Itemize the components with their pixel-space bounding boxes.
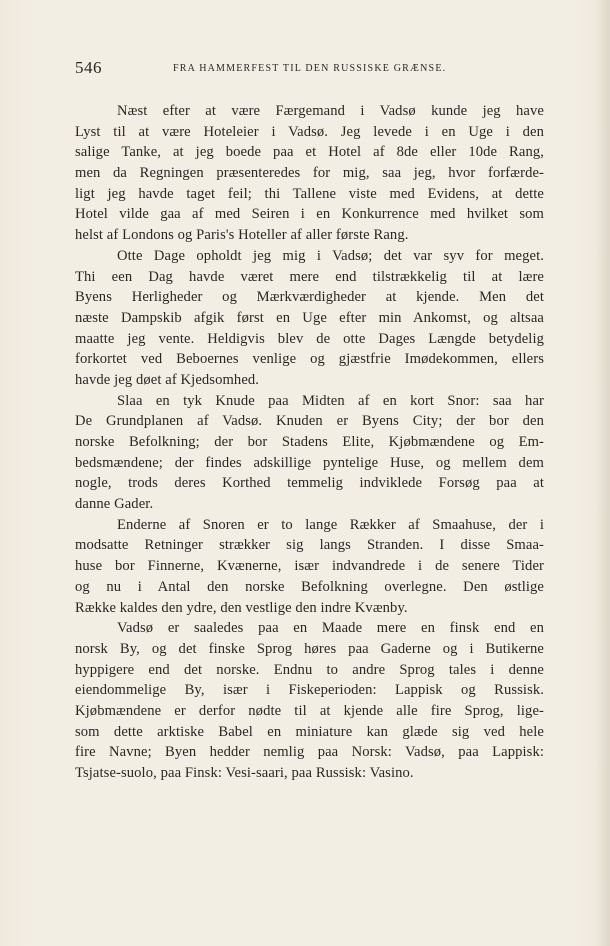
text-line: som dette arktiske Babel en miniature kan glæde sig ved hele xyxy=(75,723,544,740)
text-line: forkortet ved Beboernes venlige og gjæstfrie Imødekommen, ellers xyxy=(75,351,544,368)
text-line: Hotel vilde gaa af med Seiren i en Konkurrence med hvilket som xyxy=(75,206,544,223)
text-line: Enderne af Snoren er to lange Rækker af Smaahuse, der i xyxy=(117,516,544,533)
text-line: Kjøbmændene er derfor nødte til at kjende alle fire Sprog, lige- xyxy=(75,702,544,719)
text-line: bedsmændene; der findes adskillige pyntelige Huse, og mellem dem xyxy=(75,454,544,471)
text-line: norske Befolkning; der bor Stadens Elite, Kjøbmændene og Em- xyxy=(75,434,544,450)
text-line: Byens Herligheder og Mærkværdigheder at kjende. Men det xyxy=(75,289,544,306)
text-line: Thi een Dag havde været mere end tilstrækkelig til at lære xyxy=(75,268,544,285)
text-line: eiendommelige By, især i Fiskeperioden: Lappisk og Russisk. xyxy=(75,682,544,699)
text-line: havde jeg døet af Kjedsomhed. xyxy=(75,371,260,388)
text-line: Næst efter at være Færgemand i Vadsø kunde jeg have xyxy=(117,103,544,119)
text-line: og nu i Antal den norske Befolkning overlegne. Den østlige xyxy=(75,578,544,595)
text-line: ligt jeg havde taget feil; thi Tallene viste med Evidens, at dette xyxy=(75,185,544,202)
page-header xyxy=(75,60,545,80)
text-line: Slaa en tyk Knude paa Midten af en kort Snor: saa har xyxy=(117,392,544,409)
text-line: hyppigere end det norske. Endnu to andre Sprog tales i denne xyxy=(75,661,544,678)
page-number: 546 xyxy=(75,58,102,77)
text-line: helst af Londons og Paris's Hoteller af aller første Rang. xyxy=(75,227,409,244)
page-edge-shadow xyxy=(596,0,610,946)
text-line: men da Regningen præsenteredes for mig, saa jeg, hvor forfærde- xyxy=(75,165,544,182)
text-line: huse bor Finnerne, Kvænerne, især indvandrede i de senere Tider xyxy=(75,558,544,575)
text-line: Lyst til at være Hoteleier i Vadsø. Jeg levede i en Uge i den xyxy=(75,123,544,140)
text-line: norsk By, og det finske Sprog høres paa Gaderne og i Butikerne xyxy=(75,640,544,657)
text-line: De Grundplanen af Vadsø. Knuden er Byens City; der bor den xyxy=(75,413,544,430)
running-title: FRA HAMMERFEST TIL DEN RUSSISKE GRÆNSE. xyxy=(173,63,447,74)
text-line: Tsjatse-suolo, paa Finsk: Vesi-saari, paa Russisk: Vasino. xyxy=(75,765,414,781)
text-line: modsatte Retninger strækker sig langs Stranden. I disse Smaa- xyxy=(75,537,544,554)
text-line: maatte jeg vente. Heldigvis blev de otte Dages Længde betydelig xyxy=(75,330,544,347)
text-line: Række kaldes den ydre, den vestlige den indre Kvænby. xyxy=(75,599,408,616)
text-line: danne Gader. xyxy=(75,496,154,513)
text-line: næste Dampskib afgik først en Uge efter min Ankomst, og altsaa xyxy=(75,309,544,326)
text-line: nogle, trods deres Korthed temmelig indviklede Forsøg paa at xyxy=(75,475,544,492)
body-text xyxy=(75,101,544,784)
text-line: Otte Dage opholdt jeg mig i Vadsø; det var syv for meget. xyxy=(117,247,544,264)
text-line: fire Navne; Byen hedder nemlig paa Norsk: Vadsø, paa Lappisk: xyxy=(75,744,544,761)
text-line: salige Tanke, at jeg boede paa et Hotel af 8de eller 10de Rang, xyxy=(75,144,544,161)
text-line: Vadsø er saaledes paa en Maade mere en finsk end en xyxy=(117,620,544,637)
